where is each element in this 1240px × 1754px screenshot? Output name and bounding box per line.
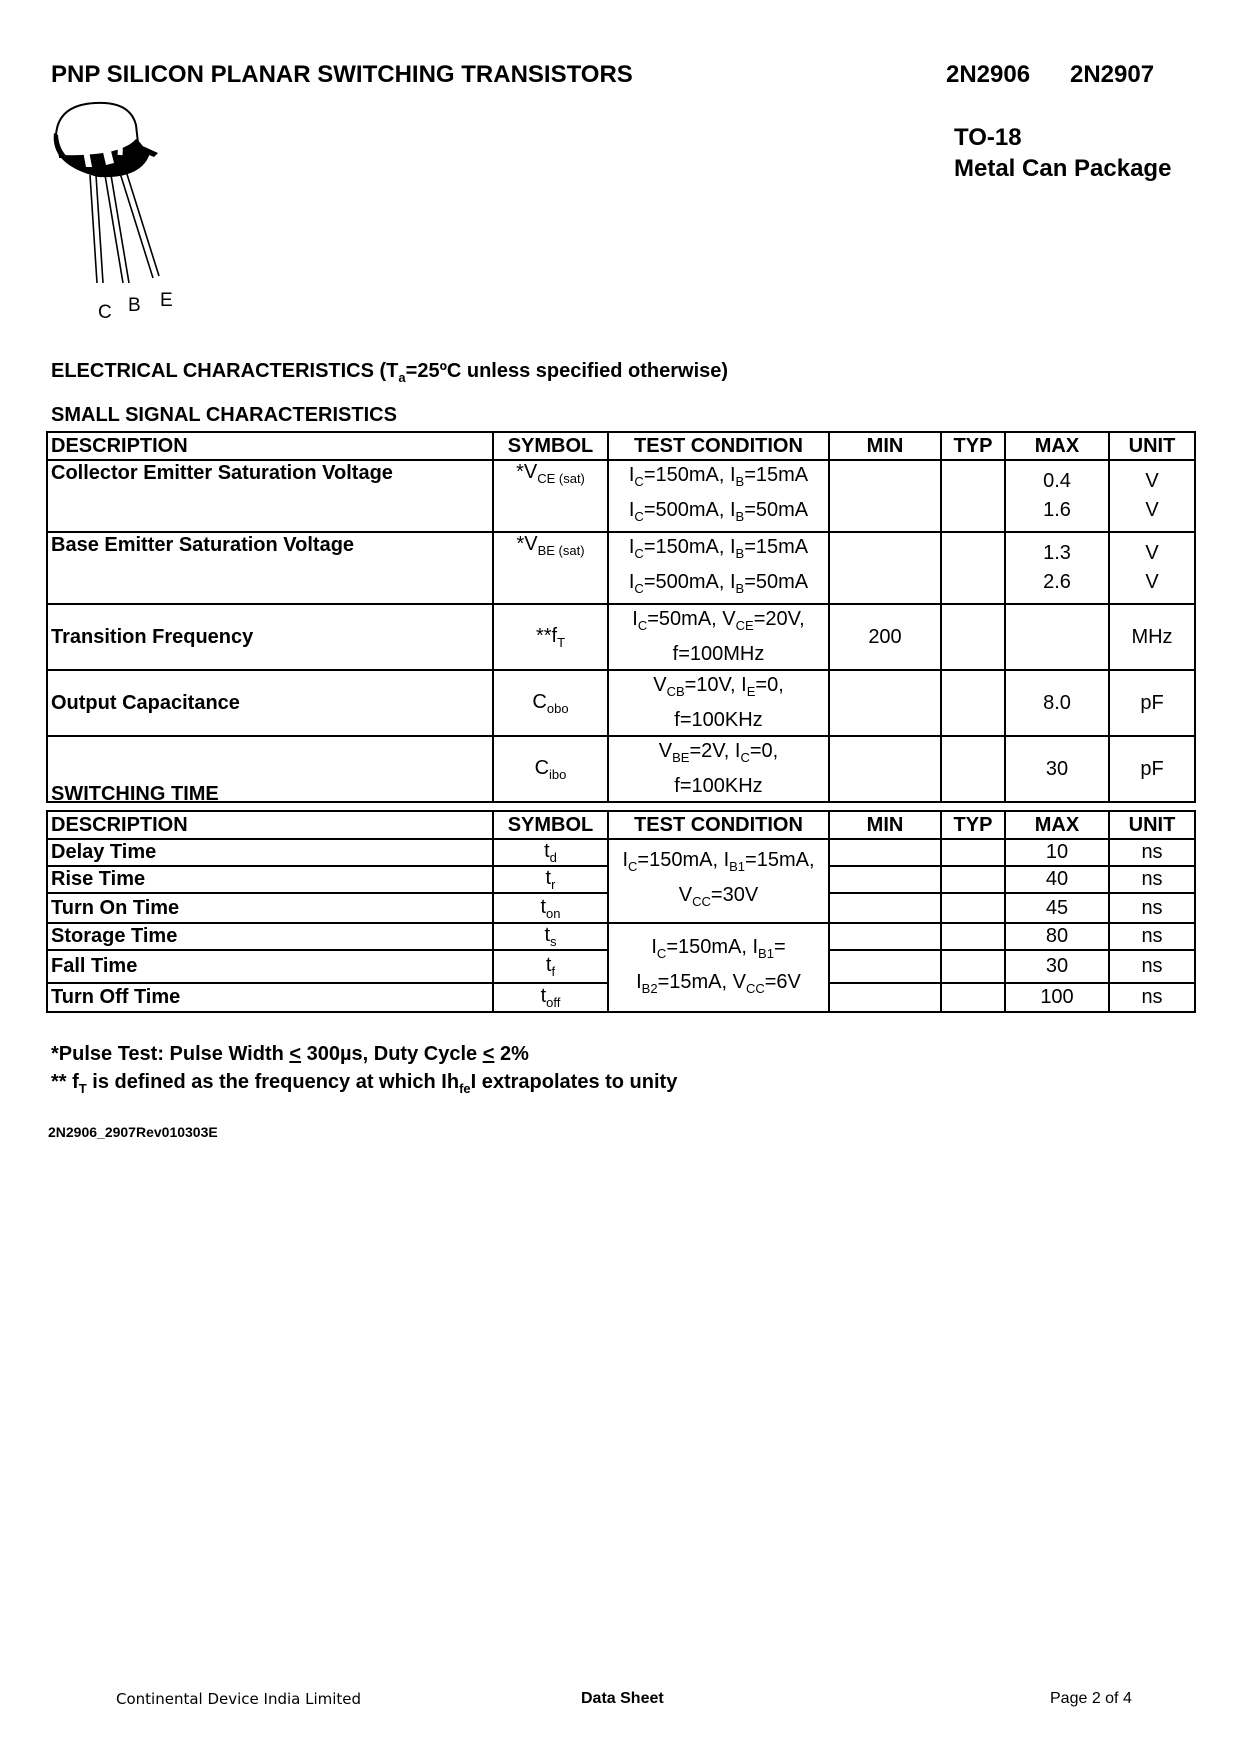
row-max: 8.0 bbox=[1005, 670, 1109, 736]
row-test-condition: $I_C=150mA$, $I_B=15mA$ $I_C=500mA$, $I_B=50mA$ bbox=[608, 532, 829, 604]
footer-company: Continental Device India Limited bbox=[116, 1690, 362, 1708]
row-description: Storage Time bbox=[47, 923, 493, 950]
row-typ bbox=[941, 866, 1005, 893]
row-description: Fall Time bbox=[47, 950, 493, 983]
table-header-row bbox=[47, 811, 1195, 839]
row-symbol: $C_{obo}$ bbox=[493, 670, 608, 736]
electrical-characteristics-heading: ELECTRICAL CHARACTERISTICS ($T_a=25ºC$ unless specified otherwise) bbox=[51, 360, 729, 385]
row-max: 100 bbox=[1005, 983, 1109, 1012]
row-min bbox=[829, 923, 941, 950]
row-unit: ns bbox=[1109, 983, 1195, 1012]
table-header-row bbox=[47, 432, 1195, 460]
row-min bbox=[829, 893, 941, 923]
row-test-condition: $V_{CB}=10V$, $I_E=0$, f=100KHz bbox=[608, 670, 829, 736]
row-max bbox=[1005, 604, 1109, 670]
package-name: Metal Can Package bbox=[954, 155, 1172, 182]
row-max: 30 bbox=[1005, 736, 1109, 802]
row-max: 40 bbox=[1005, 866, 1109, 893]
row-min bbox=[829, 839, 941, 866]
pin-label-emitter: E bbox=[160, 290, 173, 311]
switching-time-heading: SWITCHING TIME bbox=[51, 783, 219, 805]
footer-page-number: Page 2 of 4 bbox=[1050, 1690, 1132, 1707]
row-description: Turn Off Time bbox=[47, 983, 493, 1012]
row-symbol: $t_r$ bbox=[493, 866, 608, 893]
row-test-condition-off: $I_C=150mA$, $I_{B1}=$ $I_{B2}=15mA$, $V_{CC}=6V$ bbox=[608, 923, 829, 1012]
col-max: MAX bbox=[1005, 811, 1109, 839]
row-symbol: $C_{ibo}$ bbox=[493, 736, 608, 802]
row-typ bbox=[941, 923, 1005, 950]
row-symbol: $t_{off}$ bbox=[493, 983, 608, 1012]
row-symbol: $*V_{BE (sat)}$ bbox=[493, 532, 608, 604]
col-symbol: SYMBOL bbox=[493, 811, 608, 839]
row-description: Collector Emitter Saturation Voltage bbox=[47, 460, 493, 532]
to18-package-illustration bbox=[50, 95, 180, 295]
switching-time-table bbox=[46, 810, 1196, 1013]
col-max: MAX bbox=[1005, 432, 1109, 460]
col-typ: TYP bbox=[941, 811, 1005, 839]
row-unit: pF bbox=[1109, 736, 1195, 802]
row-typ bbox=[941, 460, 1005, 532]
pin-label-base: B bbox=[128, 295, 141, 316]
row-min bbox=[829, 983, 941, 1012]
row-min bbox=[829, 736, 941, 802]
row-unit: ns bbox=[1109, 923, 1195, 950]
package-code: TO-18 bbox=[954, 124, 1022, 151]
row-min bbox=[829, 866, 941, 893]
row-description: Rise Time bbox=[47, 866, 493, 893]
row-symbol: $**f_T$ bbox=[493, 604, 608, 670]
col-typ: TYP bbox=[941, 432, 1005, 460]
metal-can-icon bbox=[54, 103, 158, 177]
row-unit: ns bbox=[1109, 893, 1195, 923]
row-test-condition: $V_{BE}=2V$, $I_C=0$, f=100KHz bbox=[608, 736, 829, 802]
small-signal-heading: SMALL SIGNAL CHARACTERISTICS bbox=[51, 404, 397, 426]
row-typ bbox=[941, 983, 1005, 1012]
row-min bbox=[829, 460, 941, 532]
col-unit: UNIT bbox=[1109, 811, 1195, 839]
row-description: Base Emitter Saturation Voltage bbox=[47, 532, 493, 604]
footer-doc-type: Data Sheet bbox=[581, 1690, 664, 1707]
part-number-2n2906: 2N2906 bbox=[946, 61, 1031, 88]
row-max: 30 bbox=[1005, 950, 1109, 983]
ft-definition-note: ** $f_T$ is defined as the frequency at which $Ih_{fe}I$ extrapolates to unity bbox=[51, 1071, 678, 1096]
row-typ bbox=[941, 736, 1005, 802]
row-max: 0.4 1.6 bbox=[1005, 460, 1109, 532]
table-row bbox=[47, 604, 1195, 670]
col-min: MIN bbox=[829, 432, 941, 460]
table-row bbox=[47, 923, 1195, 950]
row-description: Output Capacitance bbox=[47, 670, 493, 736]
row-symbol: $t_f$ bbox=[493, 950, 608, 983]
row-min bbox=[829, 950, 941, 983]
table-row bbox=[47, 839, 1195, 866]
row-typ bbox=[941, 950, 1005, 983]
col-description: DESCRIPTION bbox=[47, 811, 493, 839]
col-test-condition: TEST CONDITION bbox=[608, 811, 829, 839]
row-unit: ns bbox=[1109, 950, 1195, 983]
row-unit: ns bbox=[1109, 866, 1195, 893]
part-number-2n2907: 2N2907 bbox=[1070, 61, 1155, 88]
row-min bbox=[829, 532, 941, 604]
row-symbol: $t_s$ bbox=[493, 923, 608, 950]
row-unit: V V bbox=[1109, 460, 1195, 532]
row-typ bbox=[941, 839, 1005, 866]
table-row bbox=[47, 736, 1195, 802]
row-unit: V V bbox=[1109, 532, 1195, 604]
table-row bbox=[47, 670, 1195, 736]
row-symbol: $*V_{CE (sat)}$ bbox=[493, 460, 608, 532]
row-unit: ns bbox=[1109, 839, 1195, 866]
row-unit: pF bbox=[1109, 670, 1195, 736]
pulse-test-note: *Pulse Test: Pulse Width < 300µs, Duty Cycle < 2% bbox=[51, 1043, 529, 1065]
row-max: 45 bbox=[1005, 893, 1109, 923]
row-min: 200 bbox=[829, 604, 941, 670]
row-max: 10 bbox=[1005, 839, 1109, 866]
pin-label-collector: C bbox=[98, 302, 112, 323]
row-typ bbox=[941, 893, 1005, 923]
col-description: DESCRIPTION bbox=[47, 432, 493, 460]
row-description: Transition Frequency bbox=[47, 604, 493, 670]
row-min bbox=[829, 670, 941, 736]
row-symbol: $t_d$ bbox=[493, 839, 608, 866]
col-symbol: SYMBOL bbox=[493, 432, 608, 460]
row-description: Delay Time bbox=[47, 839, 493, 866]
row-test-condition-on: $I_C=150mA$, $I_{B1}=15mA$, $V_{CC}=30V$ bbox=[608, 839, 829, 923]
col-unit: UNIT bbox=[1109, 432, 1195, 460]
row-unit: MHz bbox=[1109, 604, 1195, 670]
small-signal-table bbox=[46, 431, 1196, 803]
col-min: MIN bbox=[829, 811, 941, 839]
row-description: Turn On Time bbox=[47, 893, 493, 923]
row-max: 1.3 2.6 bbox=[1005, 532, 1109, 604]
col-test-condition: TEST CONDITION bbox=[608, 432, 829, 460]
row-test-condition: $I_C=150mA$, $I_B=15mA$ $I_C=500mA$, $I_B=50mA$ bbox=[608, 460, 829, 532]
row-typ bbox=[941, 670, 1005, 736]
table-row bbox=[47, 460, 1195, 532]
row-test-condition: $I_C=50mA$, $V_{CE}=20V$, f=100MHz bbox=[608, 604, 829, 670]
transistor-leads-icon bbox=[90, 171, 159, 283]
row-symbol: $t_{on}$ bbox=[493, 893, 608, 923]
revision-code: 2N2906_2907Rev010303E bbox=[48, 1124, 218, 1140]
row-max: 80 bbox=[1005, 923, 1109, 950]
row-typ bbox=[941, 604, 1005, 670]
row-typ bbox=[941, 532, 1005, 604]
page-title: PNP SILICON PLANAR SWITCHING TRANSISTORS bbox=[51, 61, 633, 88]
table-row bbox=[47, 532, 1195, 604]
